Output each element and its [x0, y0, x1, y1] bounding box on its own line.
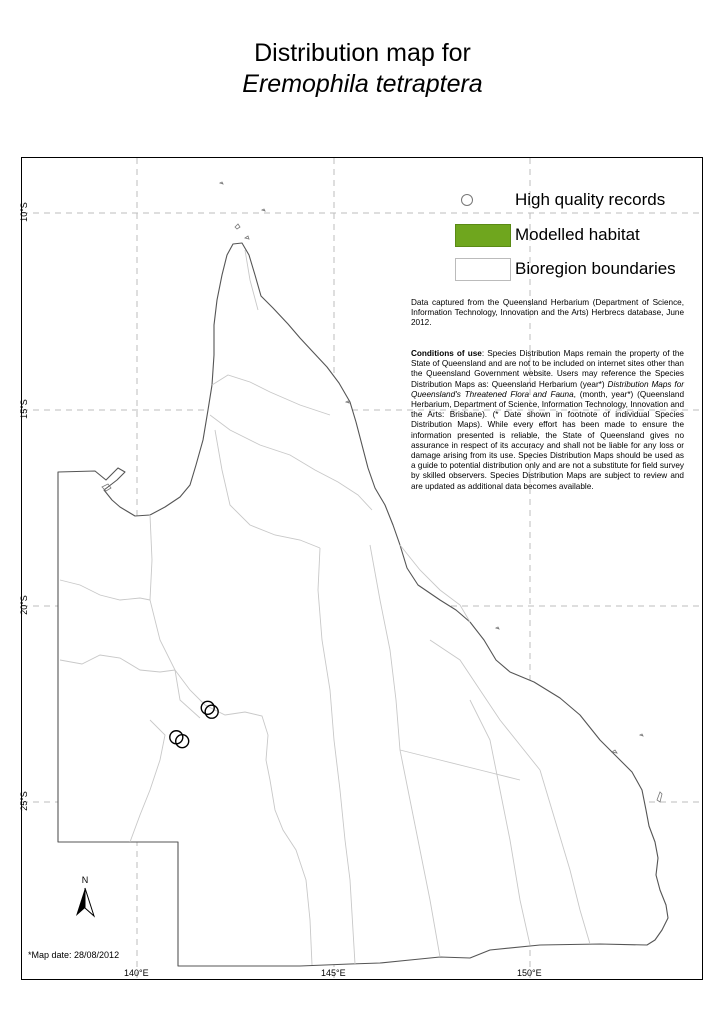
legend-label-records: High quality records — [515, 190, 666, 209]
lon-label-140: 140°E — [124, 968, 149, 978]
conditions-heading: Conditions of use — [411, 349, 482, 358]
legend-label-bioregion: Bioregion boundaries — [515, 259, 676, 278]
legend-label-modelled: Modelled habitat — [515, 225, 640, 244]
legend-swatch-bioregion — [455, 258, 511, 281]
lat-label-10: 10°S — [18, 202, 29, 222]
conditions-text-1: : Species Distribution Maps remain the property of the State of Queensland and are not to be included on internet sites other than the Queensland Government website. Users may reference the Species Distribution Maps as: Queensland Herbarium (year*) — [411, 349, 684, 389]
north-arrow-icon — [76, 888, 85, 916]
conditions-text-italic: Distribution Maps for Queensland's Threatened Flora and Fauna — [411, 379, 684, 399]
map-title-line1: Distribution map for — [254, 39, 471, 67]
lat-label-25: 25°S — [18, 791, 29, 811]
conditions-text-2: , (month, year*) (Queensland Herbarium, Department of Science, Information Technology, Innovation and the Arts: Brisbane). (* Date shown in footnote of individual Species Distribution Maps). While every effort has been made to ensure the information presented is reliable, the State of Queensland gives no assurance in respect of its accuracy and shall not be liable for any loss or damage arising from its use. Species Distribution Maps should be used as a guide to potential distribution only and are not a substitute for field survey by skilled observers. Species Distribution Maps are subject to review and are updated as additional data becomes available. — [411, 389, 685, 491]
legend-record-symbol — [462, 195, 473, 206]
data-source-note: Data captured from the Queensland Herbarium (Department of Science, Information Technology, Innovation and the Arts) Herbrecs database, June 2012. — [411, 298, 684, 328]
legend-swatch-modelled — [455, 224, 511, 247]
north-arrow-label: N — [81, 875, 89, 885]
north-arrow — [74, 874, 96, 923]
lat-label-15: 15°S — [18, 399, 29, 419]
lat-label-20: 20°S — [18, 595, 29, 615]
conditions-of-use — [411, 349, 684, 492]
lon-label-150: 150°E — [517, 968, 542, 978]
map-date: *Map date: 28/08/2012 — [28, 950, 120, 960]
lon-label-145: 145°E — [321, 968, 346, 978]
map-title-species: Eremophila tetraptera — [242, 70, 483, 98]
